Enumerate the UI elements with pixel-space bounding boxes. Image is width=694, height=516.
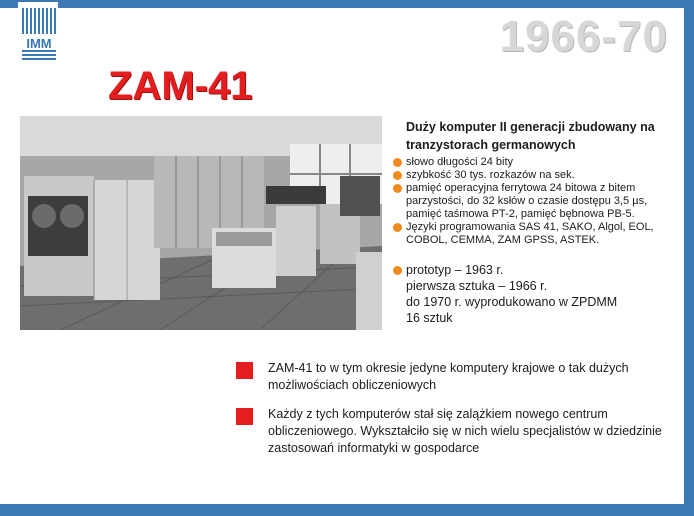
production-line: pierwsza sztuka – 1966 r.: [406, 279, 548, 293]
red-square-bullet-icon: [236, 408, 253, 425]
production-line: prototyp – 1963 r.: [392, 262, 682, 278]
spec-text: pamięć operacyjna ferrytowa 24 bitowa z bitem parzystości, do 32 ksłów o czasie dostępu 3,5 µs, pamięć taśmowa PT-2, pamięć bębnowa PB-5.: [406, 182, 648, 220]
spec-text: Języki programowania SAS 41, SAKO, Algol, EOL, COBOL, CEMMA, ZAM GPSS, ASTEK.: [406, 221, 654, 246]
specs-heading: Duży komputer II generacji zbudowany na tranzystorach germanowych: [406, 120, 655, 152]
notes-section: [236, 360, 676, 469]
bottom-frame-band: [0, 504, 694, 516]
note-item: [236, 406, 676, 457]
specs-section: [392, 118, 682, 247]
orange-bullet-icon: [393, 158, 402, 167]
year-range: 1966-70: [499, 12, 668, 61]
production-line: do 1970 r. wyprodukowano w ZPDMM: [406, 295, 618, 309]
production-section: [392, 262, 682, 326]
computer-photo: [20, 116, 382, 330]
list-item: [392, 182, 682, 221]
list-item: [392, 156, 682, 169]
note-text: ZAM-41 to w tym okresie jedyne komputery krajowe o tak dużych możliwościach obliczeniowych: [268, 361, 629, 392]
right-frame-band: [684, 0, 694, 516]
page-title: ZAM-41: [108, 64, 253, 108]
imm-logo: [18, 2, 58, 64]
list-item: [392, 169, 682, 182]
spec-text: szybkość 30 tys. rozkazów na sek.: [406, 169, 575, 181]
spec-text: słowo długości 24 bity: [406, 156, 514, 168]
production-line: 16 sztuk: [406, 311, 453, 325]
orange-bullet-icon: [393, 223, 402, 232]
orange-bullet-icon: [393, 171, 402, 180]
list-item: [392, 221, 682, 247]
note-text: Każdy z tych komputerów stał się zalążkiem nowego centrum obliczeniowego. Wykształciło się w nich wielu specjalistów w dziedzinie zastosowań informatyki w gospodarce: [268, 407, 662, 455]
red-square-bullet-icon: [236, 362, 253, 379]
logo-text: IMM: [26, 36, 52, 51]
top-frame-band: [0, 0, 694, 8]
orange-bullet-icon: [393, 184, 402, 193]
specs-list: [392, 156, 682, 247]
note-item: [236, 360, 676, 394]
orange-bullet-icon: [393, 266, 402, 275]
